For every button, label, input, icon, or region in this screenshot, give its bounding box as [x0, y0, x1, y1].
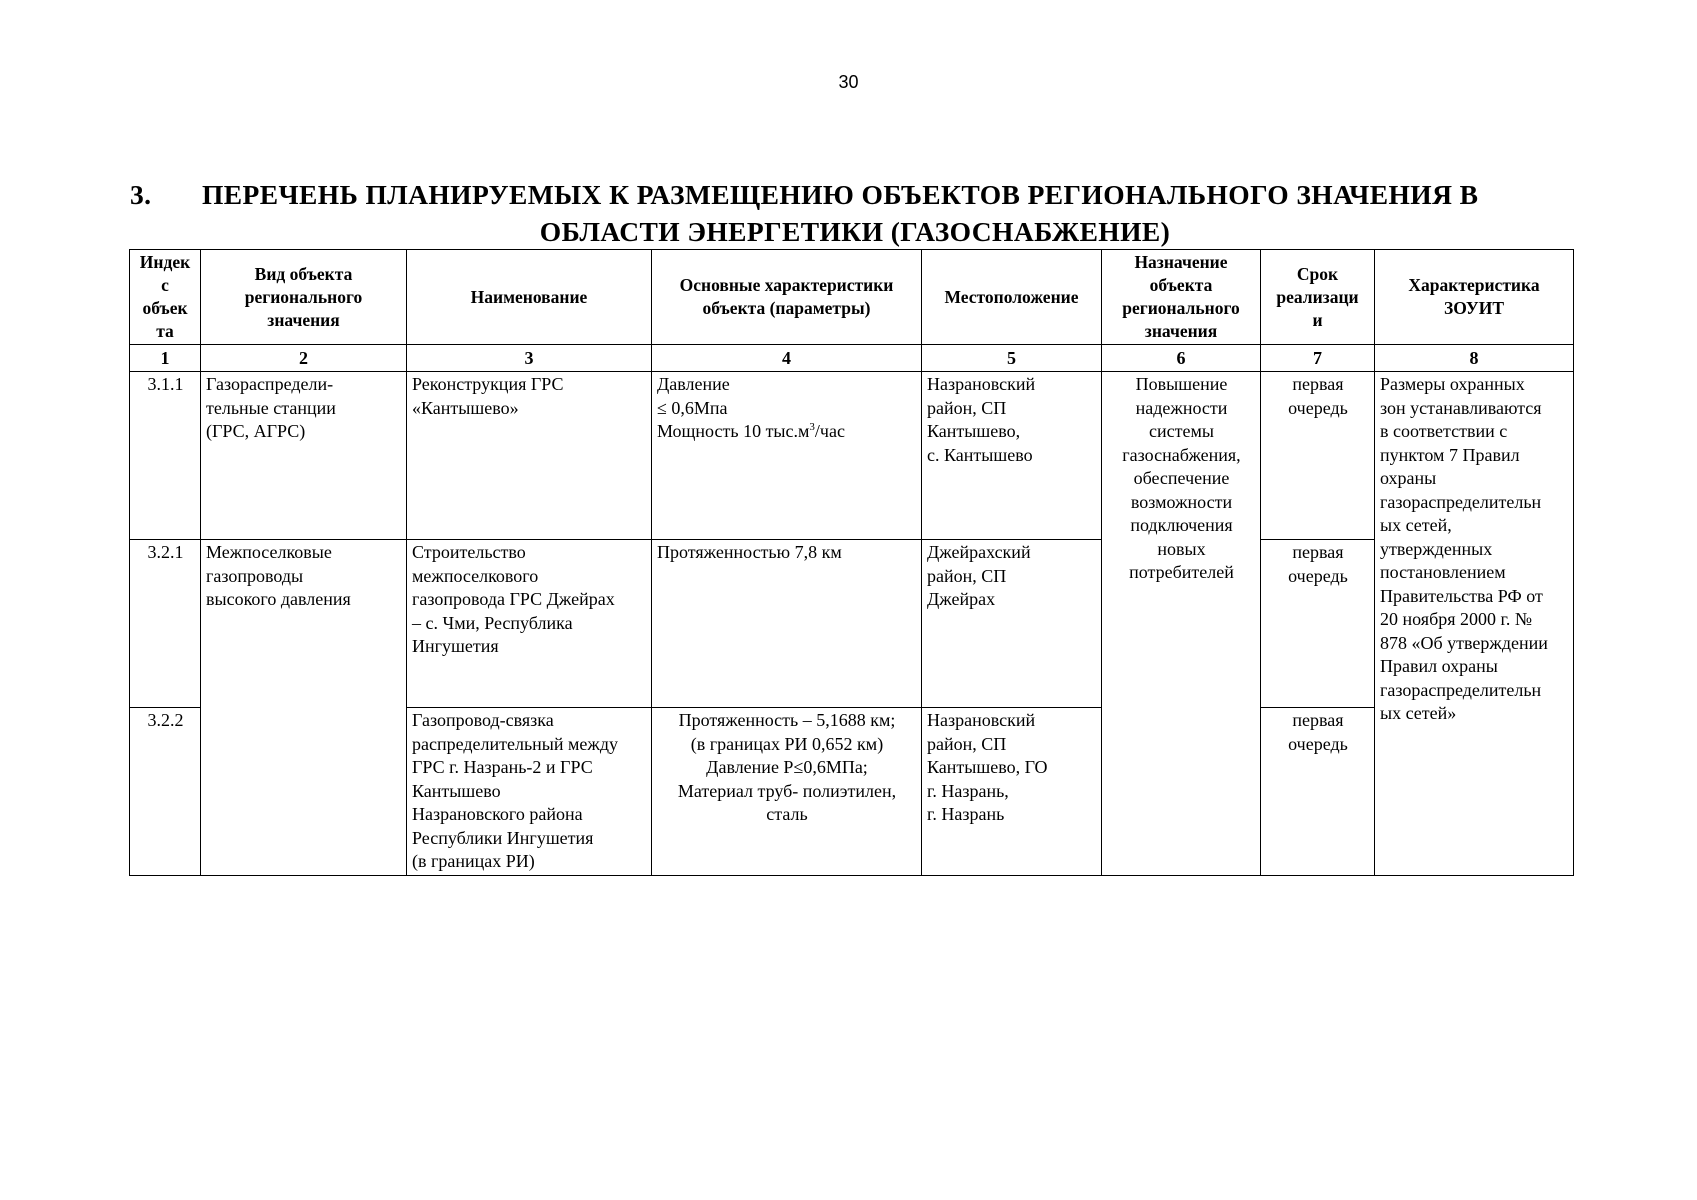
row-characteristics: Протяженность – 5,1688 км; (в границах РИ 0,652 км) Давление Р≤0,6МПа; Материал труб- полиэтилен, сталь — [652, 708, 922, 876]
table-header-row — [130, 250, 1574, 345]
row-object-type: Газораспредели- тельные станции (ГРС, АГРС) — [201, 372, 407, 540]
row-location: Назрановский район, СП Кантышево, ГО г. Назрань, г. Назрань — [922, 708, 1102, 876]
row-location: Назрановский район, СП Кантышево, с. Кантышево — [922, 372, 1102, 540]
row-name: Реконструкция ГРС «Кантышево» — [407, 372, 652, 540]
section-title-line-1: ПЕРЕЧЕНЬ ПЛАНИРУЕМЫХ К РАЗМЕЩЕНИЮ ОБЪЕКТОВ РЕГИОНАЛЬНОГО ЗНАЧЕНИЯ В — [202, 179, 1479, 210]
column-number: 6 — [1102, 345, 1261, 372]
row-name: Газопровод-связка распределительный между ГРС г. Назрань-2 и ГРС Кантышево Назрановского района Республики Ингушетия (в границах РИ) — [407, 708, 652, 876]
table-row — [130, 372, 1574, 540]
column-numbers-row — [130, 345, 1574, 372]
row-index: 3.1.1 — [130, 372, 201, 540]
table-row — [130, 540, 1574, 708]
row-index: 3.2.1 — [130, 540, 201, 708]
column-number: 5 — [922, 345, 1102, 372]
column-number: 4 — [652, 345, 922, 372]
gas-supply-objects-table — [129, 249, 1574, 876]
purpose-cell: Повышение надежности системы газоснабжения, обеспечение возможности подключения новых потребителей — [1102, 372, 1261, 876]
row-characteristics: Протяженностью 7,8 км — [652, 540, 922, 708]
header-object-type: Вид объекта регионального значения — [201, 250, 407, 345]
header-zouit: Характеристика ЗОУИТ — [1375, 250, 1574, 345]
row-object-type: Межпоселковые газопроводы высокого давления — [201, 540, 407, 876]
column-number: 8 — [1375, 345, 1574, 372]
header-location: Местоположение — [922, 250, 1102, 345]
column-number: 1 — [130, 345, 201, 372]
header-term: Срок реализаци и — [1261, 250, 1375, 345]
header-index: Индек с объек та — [130, 250, 201, 345]
row-name: Строительство межпоселкового газопровода ГРС Джейрах – с. Чми, Республика Ингушетия — [407, 540, 652, 708]
zouit-cell: Размеры охранных зон устанавливаются в соответствии с пунктом 7 Правил охраны газораспределительн ых сетей, утвержденных постановлением Правительства РФ от 20 ноября 2000 г. № 878 «Об утверждении Правил охраны газораспределительн ых сетей» — [1375, 372, 1574, 876]
section-title-line-2: ОБЛАСТИ ЭНЕРГЕТИКИ (ГАЗОСНАБЖЕНИЕ) — [539, 216, 1171, 247]
header-purpose: Назначение объекта регионального значения — [1102, 250, 1261, 345]
row-term: первая очередь — [1261, 540, 1375, 708]
row-index: 3.2.2 — [130, 708, 201, 876]
row-term: первая очередь — [1261, 372, 1375, 540]
header-characteristics: Основные характеристики объекта (параметры) — [652, 250, 922, 345]
row-characteristics: Давление ≤ 0,6Мпа Мощность 10 $тыс.м^3$/час — [652, 372, 922, 540]
row-term: первая очередь — [1261, 708, 1375, 876]
column-number: 2 — [201, 345, 407, 372]
section-number: 3. — [130, 179, 152, 210]
page-number: 30 — [838, 72, 859, 92]
column-number: 3 — [407, 345, 652, 372]
capacity-line: Мощность 10 $тыс.м^3$/час — [657, 421, 845, 441]
column-number: 7 — [1261, 345, 1375, 372]
header-name: Наименование — [407, 250, 652, 345]
row-location: Джейрахский район, СП Джейрах — [922, 540, 1102, 708]
